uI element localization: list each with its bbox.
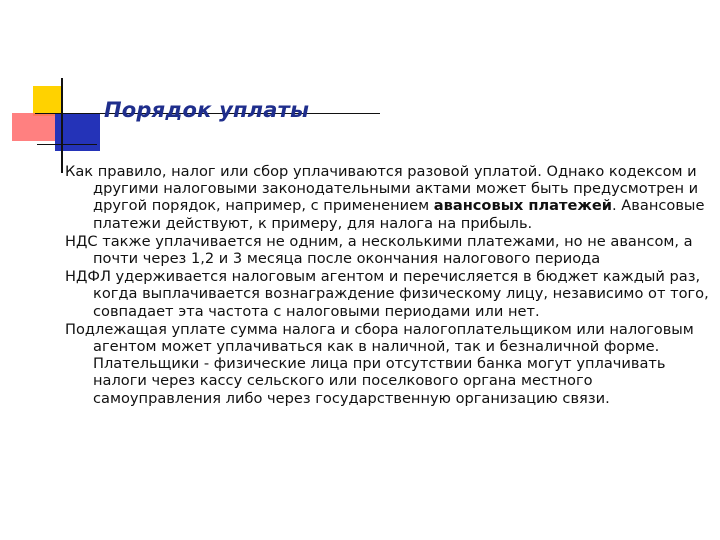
paragraph-text: . Авансовые платежи действуют, к примеру, для налога на прибыль. xyxy=(93,197,705,232)
slide-title: Порядок уплаты xyxy=(104,98,310,122)
paragraph-payment-forms: Подлежащая уплате сумма налога и сбора налогоплательщиком или налоговым агентом может уплачиваться как в наличной, так и безналичной форме. Плательщики - физические лица при отсутствии банка могут уплачивать налоги через кассу сельского или поселкового органа местного самоуправления либо через государственную организацию связи. xyxy=(65,320,694,407)
paragraph-personal-income-tax: НДФЛ удерживается налоговым агентом и перечисляется в бюджет каждый раз, когда выплачивается вознаграждение физическому лицу, независимо от того, совпадает эта частота с налоговыми периодами или нет. xyxy=(65,268,709,320)
slide-body xyxy=(65,163,713,408)
paragraph-text: Как правило, налог или сбор уплачиваются разовой уплатой. Однако кодексом и другими налоговыми законодательными актами может быть предусмотрен и другой порядок, например, с применением xyxy=(65,163,699,215)
short-horizontal-line-decoration xyxy=(37,144,97,145)
paragraph-advance-payments xyxy=(65,163,713,232)
vertical-line-decoration xyxy=(61,78,63,173)
paragraph-vat: НДС также уплачивается не одним, а несколькими платежами, но не авансом, а почти через 1,2 и 3 месяца после окончания налогового периода xyxy=(65,232,693,268)
corner-logo-decoration xyxy=(0,0,110,160)
yellow-square-decoration xyxy=(33,86,61,116)
red-square-decoration xyxy=(12,113,56,141)
bold-term: авансовых платежей xyxy=(433,197,613,215)
